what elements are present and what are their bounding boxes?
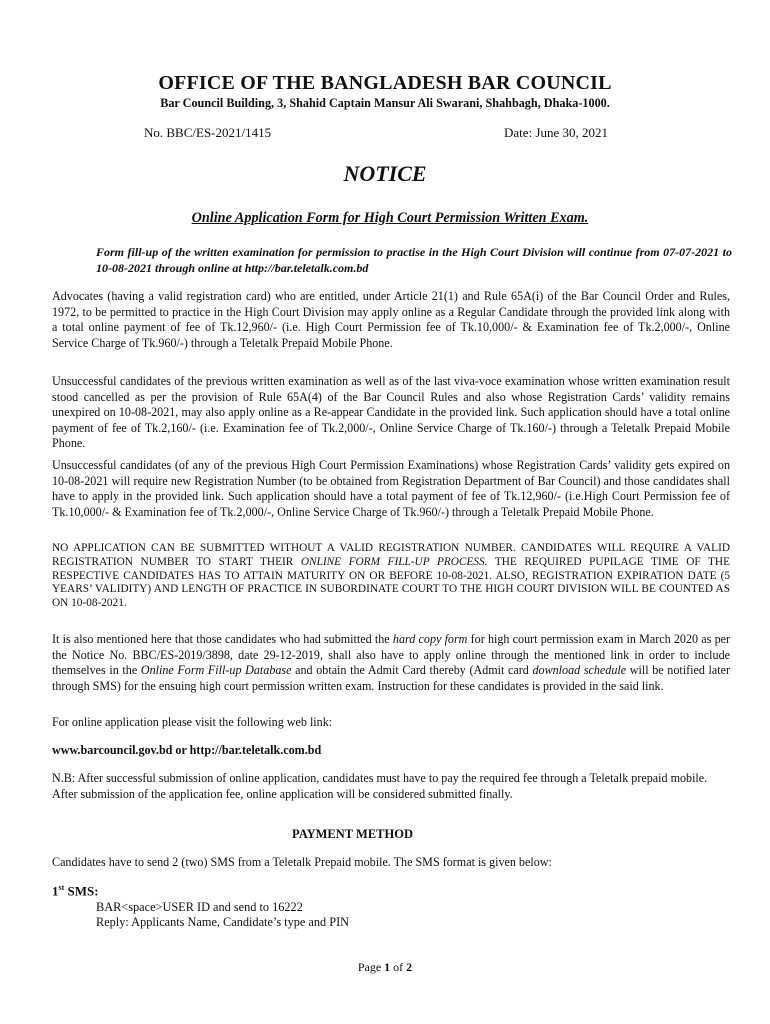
- emphasis-text: ONLINE FORM FILL-UP PROCESS.: [300, 555, 488, 568]
- emphasis-text: Online Form Fill-up Database: [140, 663, 292, 678]
- web-links: www.barcouncil.gov.bd or http://bar.teletalk.com.bd: [52, 743, 322, 757]
- paragraph-visit-link: For online application please visit the following web link:: [52, 715, 333, 729]
- office-title: OFFICE OF THE BANGLADESH BAR COUNCIL: [158, 72, 612, 94]
- notice-lead: Form fill-up of the written examination for permission to practise in the High Court Division will continue from 07-07-2021 to 10-08-2021 through online at http://bar.teletalk.com.bd: [96, 245, 732, 275]
- page-total: 2: [406, 960, 413, 974]
- text-run: and obtain the Admit Card thereby (Admit card: [291, 663, 533, 678]
- notice-subject: Online Application Form for High Court Permission Written Exam.: [191, 210, 589, 226]
- paragraph-hard-copy-candidates: [52, 632, 730, 694]
- reference-number: No. BBC/ES-2021/1415: [144, 125, 272, 140]
- paragraph-expired-registration: Unsuccessful candidates (of any of the previous High Court Permission Examinations) whose Registration Cards’ validity gets expired on 10-08-2021 will require new Registration Number (to be obtained from Registration Department of Bar Council) and those candidates shall have to apply in the provided link. Such application should have a total payment of fee of Tk.12,960/- (i.e.High Court Permission fee of Tk.10,000/- & Examination fee of Tk.2,000/-, Online Service Charge of Tk.960/-) through a Teletalk Prepaid Mobile Phone.: [52, 458, 730, 519]
- sms-format-line: BAR<space>USER ID and send to 16222: [96, 900, 303, 914]
- paragraph-registration-requirement: [52, 542, 730, 611]
- text-run: It is also mentioned here that those candidates who had submitted the: [52, 632, 393, 646]
- text-run: will be notified later through SMS) for the ensuing high court permission written exam. Instruction for these candidates is provided in the said link.: [52, 663, 731, 693]
- office-address: Bar Council Building, 3, Shahid Captain Mansur Ali Swarani, Shahbagh, Dhaka-1000.: [160, 96, 610, 110]
- text-run: THE REQUIRED PUPILAGE TIME OF THE RESPECTIVE CANDIDATES HAS TO ATTAIN MATURITY ON OR BEFORE 10-08-2021. ALSO, REGISTRATION EXPIRATION DATE (5 YEARS’ VALIDITY) AND LENGTH OF PRACTICE IN SUBORDINATE COURT TO THE HIGH COURT DIVISION WILL BE COUNTED AS ON 10-08-2021.: [52, 555, 730, 610]
- notice-date: Date: June 30, 2021: [504, 125, 608, 140]
- page-number: [0, 960, 770, 975]
- sms-word: SMS:: [64, 883, 99, 899]
- sms-number: 1: [52, 883, 59, 899]
- first-sms-label: [52, 883, 99, 899]
- notice-heading: NOTICE: [343, 161, 427, 186]
- page-current: 1: [384, 960, 391, 974]
- paragraph-nb: N.B: After successful submission of online application, candidates must have to pay the required fee through a Teletalk prepaid mobile. After submission of the application fee, online application will be considered submitted finally.: [52, 771, 708, 801]
- emphasis-text: download schedule: [532, 663, 627, 678]
- ordinal-suffix: st: [58, 883, 65, 892]
- payment-method-heading: PAYMENT METHOD: [292, 827, 413, 841]
- text-run: NO APPLICATION CAN BE SUBMITTED WITHOUT A VALID REGISTRATION NUMBER. CANDIDATES WILL REQUIRE A VALID REGISTRATION NUMBER TO START THEIR: [52, 542, 730, 568]
- text-run: for high court permission exam in March 2020 as per the Notice No. BBC/ES-2019/3898, date 29-12-2019, shall also have to apply online through the mentioned link in order to include themselves in the: [52, 632, 731, 678]
- page-of: of: [390, 960, 407, 974]
- paragraph-reappear-candidates: Unsuccessful candidates of the previous written examination as well as of the last viva-voce examination whose written examination result stood cancelled as per the provision of Rule 65A(4) of the Bar Council Rules and also whose Registration Cards’ validity remains unexpired on 10-08-2021, may also apply online as a Re-appear Candidate in the provided link. Such application should have a total online payment of fee of Tk.2,160/- (i.e. Examination fee of Tk.2,000/-, Online Service Charge of Tk.160/-) through a Teletalk Prepaid Mobile Phone.: [52, 374, 730, 451]
- emphasis-text: hard copy form: [392, 632, 468, 646]
- payment-intro: Candidates have to send 2 (two) SMS from a Teletalk Prepaid mobile. The SMS format is given below:: [52, 855, 552, 869]
- page-word: Page: [357, 960, 385, 974]
- paragraph-regular-candidates: Advocates (having a valid registration card) who are entitled, under Article 21(1) and Rule 65A(i) of the Bar Council Order and Rules, 1972, to be permitted to practice in the High Court Division may apply online as a Regular Candidate through the provided link along with a total online payment of fee of Tk.12,960/- (i.e. High Court Permission fee of Tk.10,000/- & Examination fee of Tk.2,000/-, Online Service Charge of Tk.960/-) through a Teletalk Prepaid Mobile Phone.: [52, 289, 730, 350]
- sms-reply-line: Reply: Applicants Name, Candidate’s type and PIN: [96, 915, 350, 929]
